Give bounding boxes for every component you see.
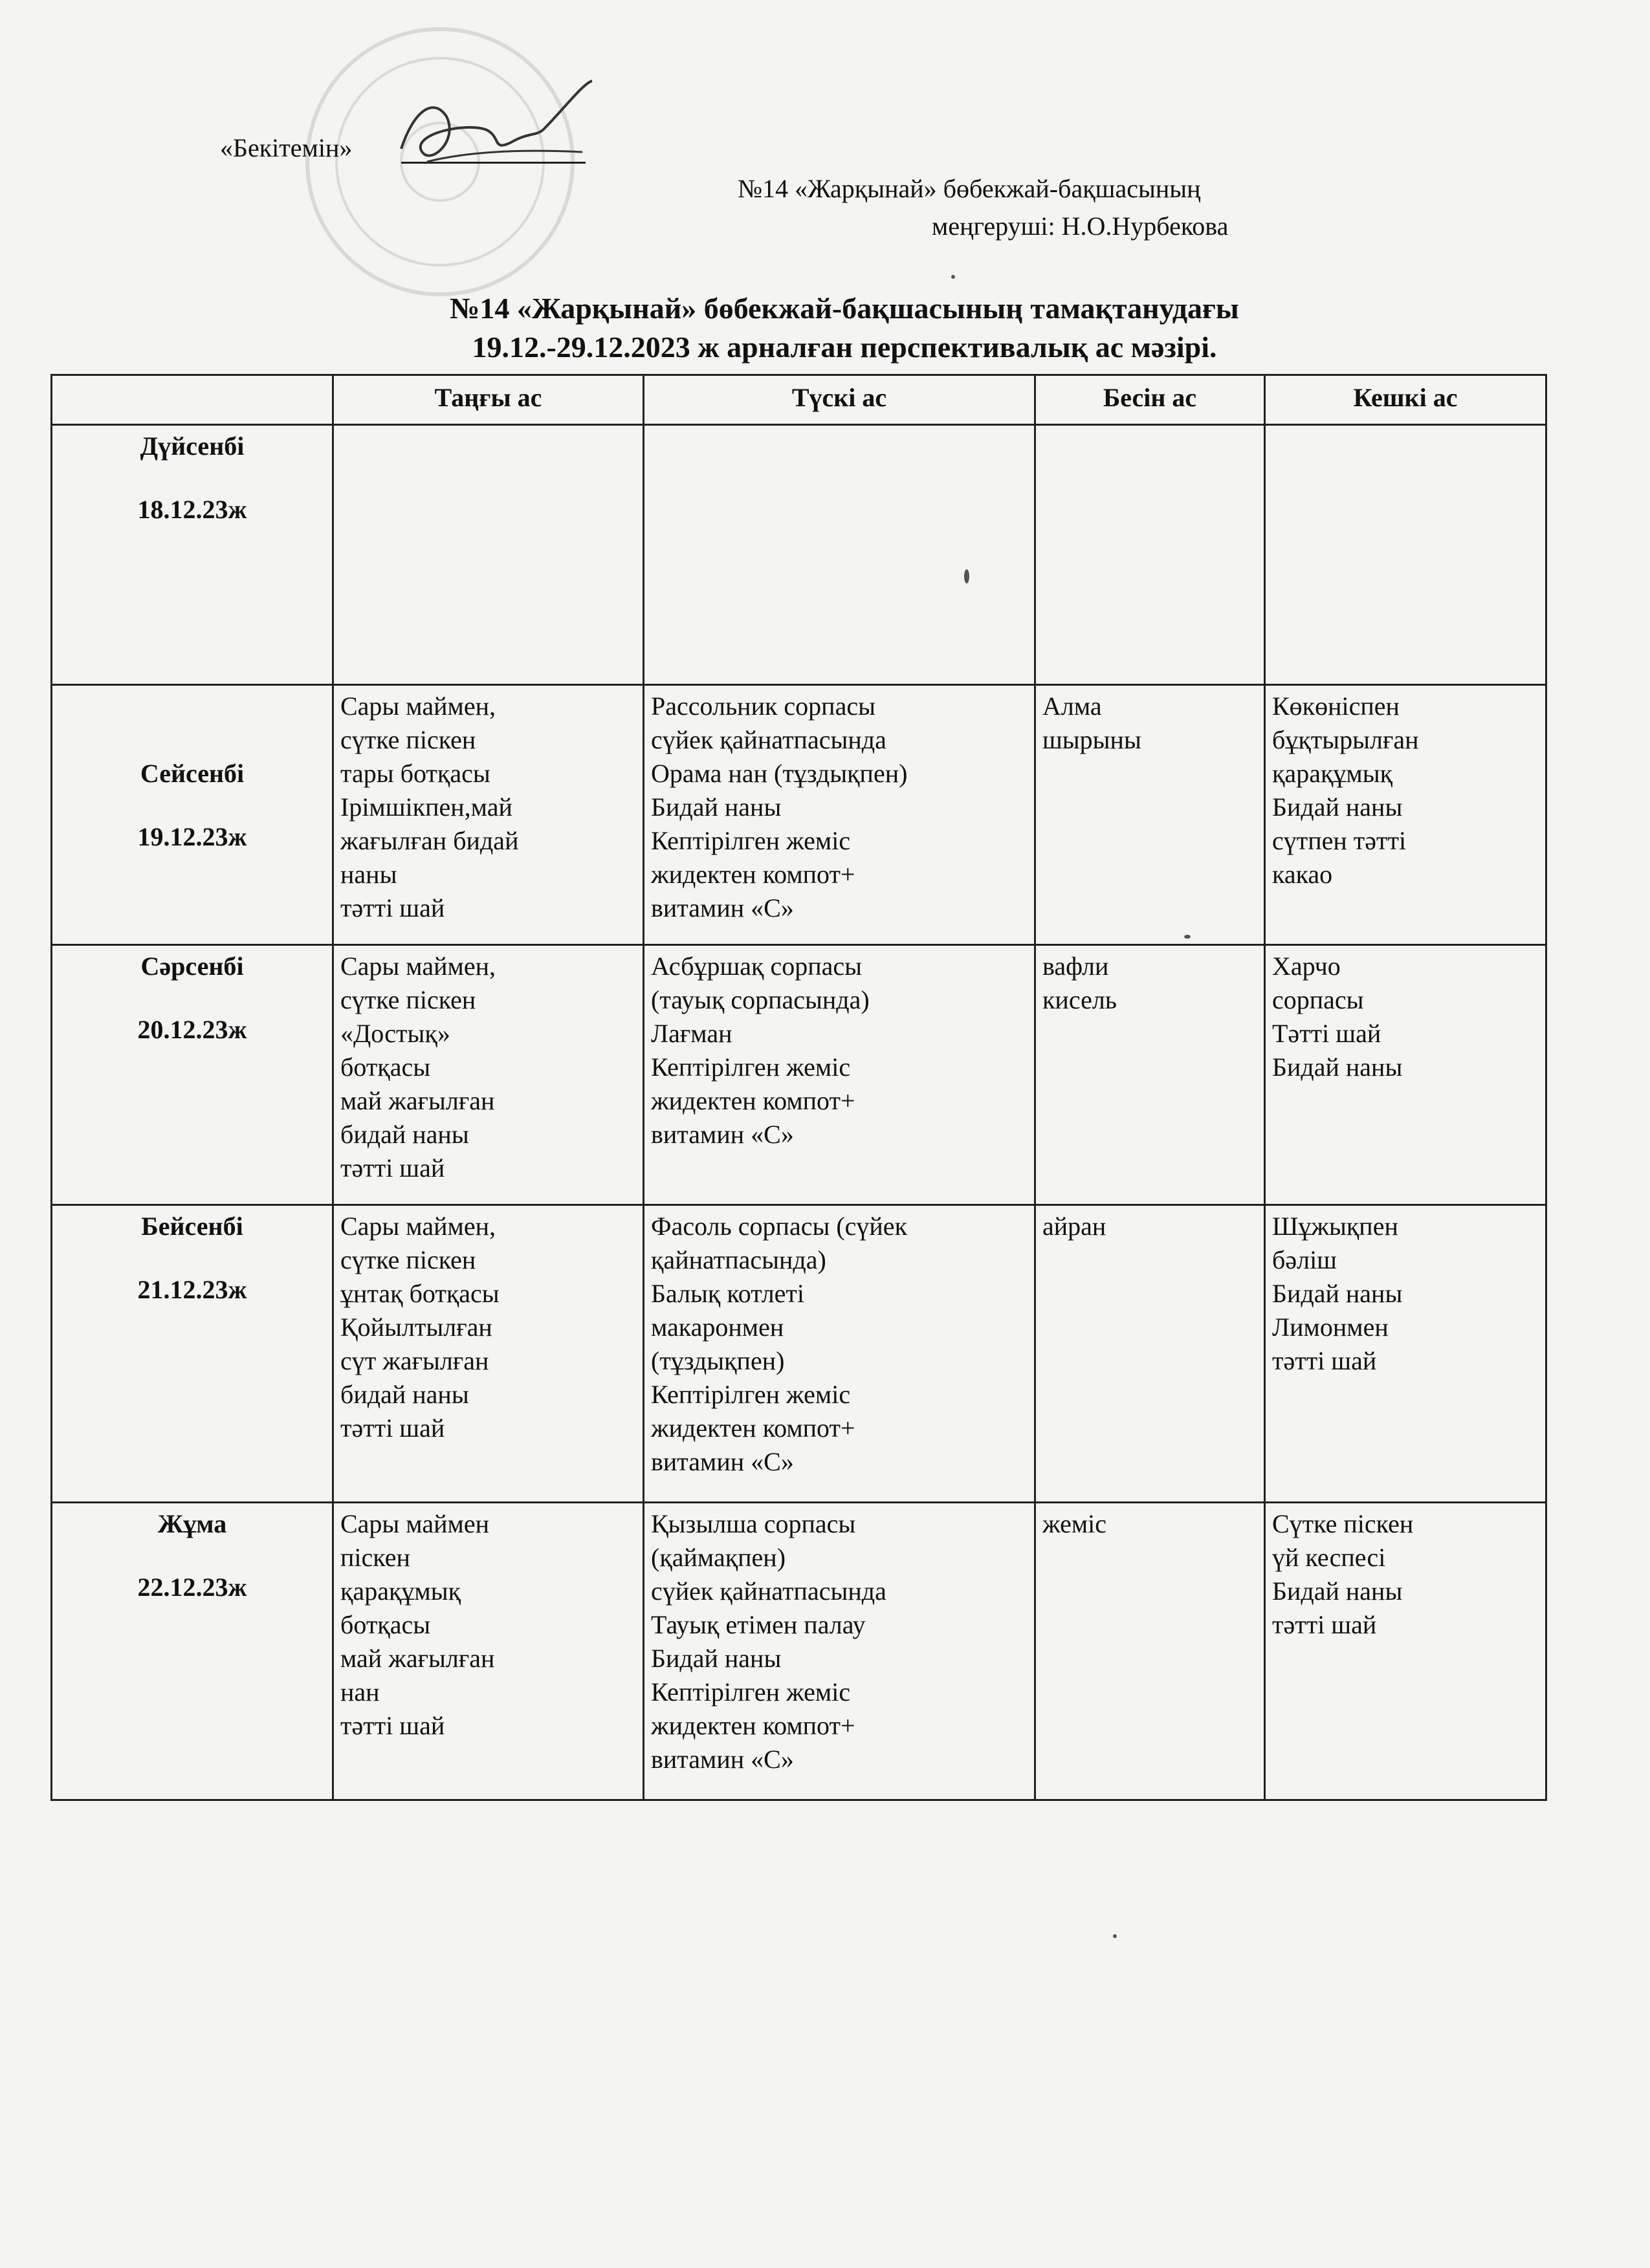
day-cell [52,1205,333,1503]
day-cell [52,945,333,1205]
snack-cell: вафли кисель [1035,945,1265,1205]
menu-table [50,374,1547,1801]
day-cell [52,425,333,685]
document-title-line2: 19.12.-29.12.2023 ж арналған перспективалық ас мәзірі. [472,331,1217,364]
day-date: 21.12.23ж [137,1275,247,1304]
lunch-cell: Рассольник сорпасы сүйек қайнатпасында Орама нан (тұздықпен) Бидай наны Кептірілген жеміс жидектен компот+ витамин «С» [644,685,1035,945]
organization-name: №14 «Жарқынай» бөбекжай-бақшасының [738,174,1201,203]
scan-speck [964,569,969,583]
day-cell [52,685,333,945]
lunch-cell: Фасоль сорпасы (сүйек қайнатпасында) Балық котлеті макаронмен (тұздықпен) Кептірілген жеміс жидектен компот+ витамин «С» [644,1205,1035,1503]
document-title-line1: №14 «Жарқынай» бөбекжай-бақшасының тамақтанудағы [450,292,1239,325]
day-name: Жұма [157,1509,227,1538]
table-row [52,1205,1546,1503]
day-date: 18.12.23ж [137,495,247,524]
day-cell [52,1503,333,1800]
header-breakfast: Таңғы ас [333,375,644,425]
handwritten-signature [388,71,602,181]
dinner-cell [1265,425,1546,685]
lunch-cell [644,425,1035,685]
head-name: меңгеруші: Н.О.Нурбекова [932,212,1229,241]
header-day [52,375,333,425]
snack-cell: Алма шырыны [1035,685,1265,945]
breakfast-cell: Сары маймен, сүтке піскен тары ботқасы Ірімшікпен,май жағылған бидай наны тәтті шай [333,685,644,945]
dinner-cell: Көкөніспен бұқтырылған қарақұмық Бидай наны сүтпен тәтті какао [1265,685,1546,945]
breakfast-cell: Сары маймен, сүтке піскен ұнтақ ботқасы Қойылтылған сүт жағылған бидай наны тәтті шай [333,1205,644,1503]
day-name: Бейсенбі [141,1212,243,1241]
header-lunch: Түскі ас [644,375,1035,425]
breakfast-cell: Сары маймен, сүтке піскен «Достық» ботқасы май жағылған бидай наны тәтті шай [333,945,644,1205]
dinner-cell: Сүтке піскен үй кеспесі Бидай наны тәтті шай [1265,1503,1546,1800]
breakfast-cell [333,425,644,685]
table-header-row [52,375,1546,425]
header-snack: Бесін ас [1035,375,1265,425]
header-dinner: Кешкі ас [1265,375,1546,425]
day-name: Сейсенбі [140,759,245,788]
scan-speck [1184,935,1191,939]
day-name: Сәрсенбі [140,952,244,981]
dinner-cell: Харчо сорпасы Тәтті шай Бидай наны [1265,945,1546,1205]
day-date: 19.12.23ж [137,822,247,851]
dinner-cell: Шұжықпен бәліш Бидай наны Лимонмен тәтті шай [1265,1205,1546,1503]
scan-speck [1113,1934,1117,1938]
day-date: 22.12.23ж [137,1573,247,1602]
lunch-cell: Асбұршақ сорпасы (тауық сорпасында) Лағман Кептірілген жеміс жидектен компот+ витамин «С» [644,945,1035,1205]
snack-cell: айран [1035,1205,1265,1503]
table-row [52,945,1546,1205]
approval-label: «Бекітемін» [220,133,353,162]
table-row [52,685,1546,945]
snack-cell [1035,425,1265,685]
table-row [52,1503,1546,1800]
snack-cell: жеміс [1035,1503,1265,1800]
day-date: 20.12.23ж [137,1015,247,1044]
scan-speck [951,275,955,279]
table-row [52,425,1546,685]
breakfast-cell: Сары маймен піскен қарақұмық ботқасы май жағылған нан тәтті шай [333,1503,644,1800]
lunch-cell: Қызылша сорпасы (қаймақпен) сүйек қайнатпасында Тауық етімен палау Бидай наны Кептірілген жеміс жидектен компот+ витамин «С» [644,1503,1035,1800]
day-name: Дүйсенбі [140,431,245,461]
